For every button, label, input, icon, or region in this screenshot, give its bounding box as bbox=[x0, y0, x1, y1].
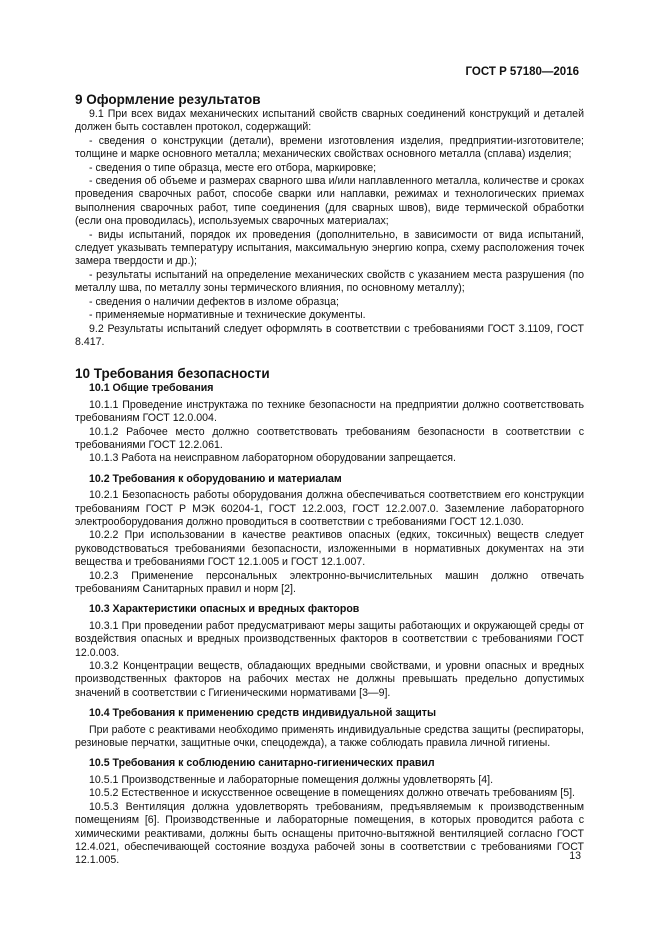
paragraph: 10.1.3 Работа на неисправном лабораторном оборудовании запрещается. bbox=[89, 452, 456, 465]
paragraph-9-1: 9.1 При всех видах механических испытаний свойств сварных соединений конструкций и деталей должен быть составлен протокол, содержащий: bbox=[75, 108, 584, 134]
page-body bbox=[75, 92, 584, 868]
subsection-10-5-title: 10.5 Требования к соблюдению санитарно-гигиенических правил bbox=[89, 757, 435, 770]
list-item: - виды испытаний, порядок их проведения (дополнительно, в зависимости от вида испытаний, следует указывать температуру испытания, максимальную энергию копра, схему расположения точек замера твердости и др.); bbox=[75, 228, 584, 268]
paragraph-9-2: 9.2 Результаты испытаний следует оформлять в соответствии с требованиями ГОСТ 3.1109, ГОСТ 8.417. bbox=[75, 322, 584, 348]
subsection-10-4-title: 10.4 Требования к применению средств индивидуальной защиты bbox=[89, 707, 437, 720]
paragraph: 10.1.2 Рабочее место должно соответствовать требованиям безопасности в соответствии с требованиями ГОСТ 12.2.061. bbox=[75, 425, 584, 451]
list-item: - сведения о типе образца, месте его отбора, маркировке; bbox=[89, 161, 377, 174]
paragraph: 10.2.1 Безопасность работы оборудования должна обеспечиваться соответствием его конструкции требованиям ГОСТ Р МЭК 60204-1, ГОСТ 12.2.003, ГОСТ 12.2.007.0. Заземление лабораторного электрооборудования должно проводиться в соответствии с требованиями ГОСТ 12.1.030. bbox=[75, 489, 584, 528]
page-number: 13 bbox=[569, 850, 581, 862]
subsection-10-1-title: 10.1 Общие требования bbox=[89, 382, 214, 395]
paragraph: 10.2.2 При использовании в качестве реактивов опасных (едких, токсичных) веществ следует руководствоваться требованиями безопасности, изложенными в нормативных документах на эти вещества и требованиями ГОСТ 12.1.005 и ГОСТ 12.1.007. bbox=[75, 529, 584, 569]
document-code-header: ГОСТ Р 57180—2016 bbox=[465, 66, 579, 78]
paragraph: При работе с реактивами необходимо применять индивидуальные средства защиты (респираторы, резиновые перчатки, защитные очки, спецодежда), а также соблюдать правила личной гигиены. bbox=[75, 723, 584, 750]
paragraph: 10.1.1 Проведение инструктажа по технике безопасности на предприятии должно соответствовать требованиям ГОСТ 12.0.004. bbox=[75, 398, 584, 425]
list-item: - сведения о наличии дефектов в изломе образца; bbox=[89, 295, 339, 308]
section-9-title: 9 Оформление результатов bbox=[75, 92, 261, 107]
paragraph: 10.3.2 Концентрации веществ, обладающих вредными свойствами, и уровни опасных и вредных производственных факторов на рабочих местах не должны превышать предельно допустимых значений в соответствии с Гигиеническими нормативами [3—9]. bbox=[75, 660, 584, 699]
list-item: - сведения о конструкции (детали), времени изготовления изделия, предприятии-изготовителе; толщине и марке основного металла; механических свойствах основного металла (сплава) изделия; bbox=[75, 134, 584, 161]
list-item: - применяемые нормативные и технические документы. bbox=[89, 309, 366, 322]
list-item: - результаты испытаний на определение механических свойств с указанием места разрушения (по металлу шва, по металлу зоны термического влияния, по основному металлу); bbox=[75, 268, 584, 295]
paragraph: 10.5.1 Производственные и лабораторные помещения должны удовлетворять [4]. bbox=[89, 773, 494, 786]
paragraph: 10.3.1 При проведении работ предусматривают меры защиты работающих и окружающей среды от воздействия опасных и вредных производственных факторов в соответствии с требованиями ГОСТ 12.0.003. bbox=[75, 619, 584, 659]
list-item: - сведения об объеме и размерах сварного шва и/или наплавленного металла, количестве и сроках проведения сварочных работ, способе сварки или наплавки, режимах и технологических приемах выполнения сварочных работ, типе соединения (для сварных швов), виде термической обработки (если она проводилась), используемых сварочных материалах; bbox=[75, 175, 584, 228]
paragraph: 10.2.3 Применение персональных электронно-вычислительных машин должно отвечать требованиям Санитарных правил и норм [2]. bbox=[75, 569, 584, 595]
subsection-10-2-title: 10.2 Требования к оборудованию и материалам bbox=[89, 472, 342, 485]
paragraph: 10.5.2 Естественное и искусственное освещение в помещениях должно отвечать требованиям [5]. bbox=[89, 787, 575, 800]
section-10-title: 10 Требования безопасности bbox=[75, 366, 270, 382]
paragraph: 10.5.3 Вентиляция должна удовлетворять требованиям, предъявляемым к производственным помещениям [6]. Производственные и лабораторные помещения, в которых проводится работа с химическими реактивами, должны быть оснащены приточно-вытяжной вентиляцией согласно ГОСТ 12.4.021, обеспечивающей состояние воздуха рабочей зоны в соответствии с требованиями ГОСТ 12.1.005. bbox=[75, 800, 584, 867]
subsection-10-3-title: 10.3 Характеристики опасных и вредных факторов bbox=[89, 603, 360, 616]
